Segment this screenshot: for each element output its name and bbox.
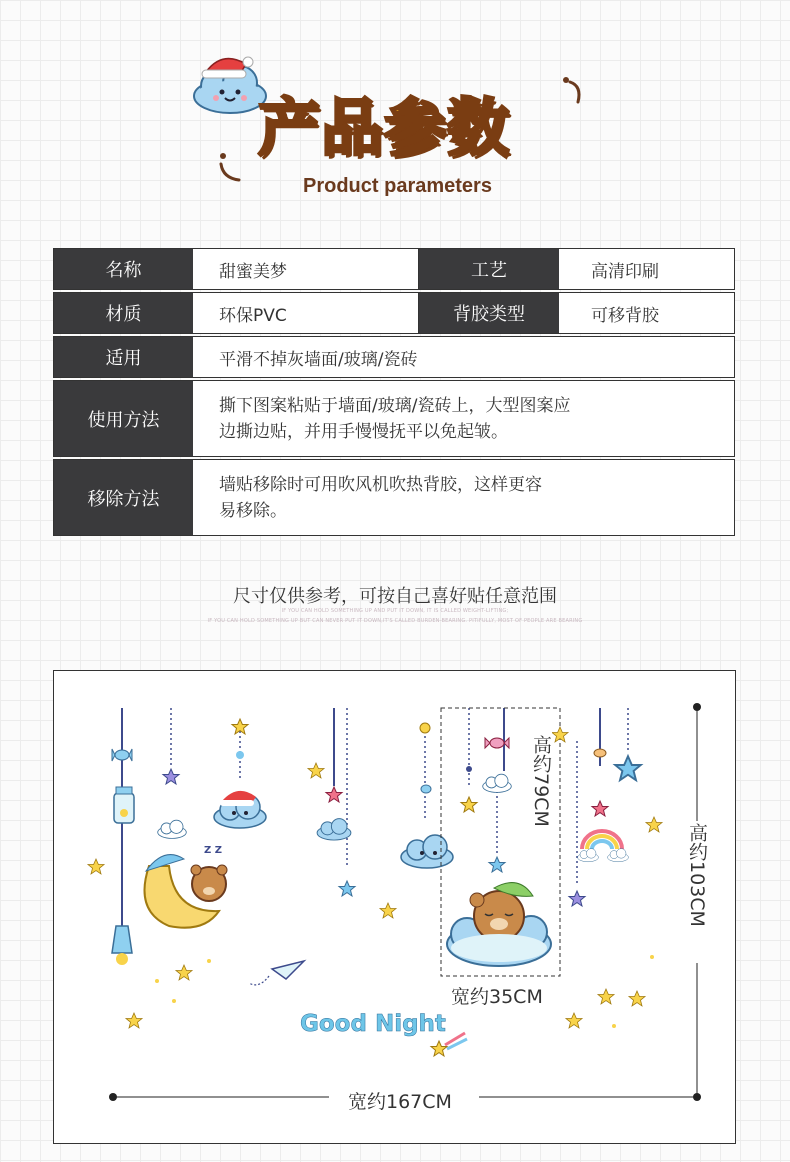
param-row-removal <box>53 459 735 536</box>
moon-bear-icon <box>145 855 228 928</box>
param-row-name-craft <box>53 248 735 290</box>
page-subtitle: Product parameters <box>303 175 492 197</box>
param-row-material-adhesive <box>53 292 735 334</box>
param-label-removal: 移除方法 <box>54 460 193 535</box>
removal-line-2: 易移除。 <box>219 500 287 521</box>
param-value-name: 甜蜜美梦 <box>219 261 287 282</box>
total-width-label: 宽约167CM <box>348 1087 452 1114</box>
lamp-icon <box>112 926 132 965</box>
size-notice: 尺寸仅供参考，可按自己喜好贴任意范围 <box>233 586 557 607</box>
inner-height-label: 高约79CM <box>530 735 552 827</box>
param-value-craft: 高清印刷 <box>591 261 659 282</box>
total-height-label: 高约103CM <box>684 823 711 927</box>
page-title: 产品参数 <box>258 91 511 164</box>
candy-icon-3 <box>594 749 606 757</box>
santa-cloud-small <box>214 791 266 828</box>
param-row-usage <box>53 380 735 457</box>
zzz-text: Z Z <box>204 845 222 856</box>
face-cloud-icon <box>401 835 453 868</box>
param-value-adhesive: 可移背胶 <box>591 305 659 326</box>
param-label-craft: 工艺 <box>419 249 559 289</box>
notice-tiny-line-1: IF YOU CAN HOLD SOMETHING UP AND PUT IT DOWN, IT IS CALLED WEIGHT-LIFTING; <box>281 608 509 614</box>
candy-pink-icon <box>485 738 509 748</box>
param-row-applicable <box>53 336 735 378</box>
small-cloud-1 <box>158 820 187 838</box>
deco-smile-left-icon <box>215 150 251 186</box>
paper-plane-icon <box>249 961 304 985</box>
param-label-adhesive: 背胶类型 <box>419 293 559 333</box>
param-label-name: 名称 <box>54 249 193 289</box>
param-value-material: 环保PVC <box>219 305 287 326</box>
param-label-usage: 使用方法 <box>54 381 193 456</box>
candy-icon-2 <box>421 785 431 793</box>
param-label-applicable: 适用 <box>54 337 193 377</box>
notice-tiny-line-2: IF YOU CAN HOLD SOMETHING UP BUT CAN NEVER PUT IT DOWN,IT'S CALLED BURDEN-BEARING. PITIFULLY, MOST OF PEOPLE ARE BEARING <box>207 618 583 624</box>
param-label-material: 材质 <box>54 293 193 333</box>
candy-icon <box>112 749 132 761</box>
good-night-text: Good Night <box>300 1011 446 1037</box>
preview-illustration <box>54 671 736 1144</box>
bear-cloud-icon <box>447 883 551 966</box>
inner-width-label: 宽约35CM <box>451 982 543 1009</box>
usage-line-2: 边撕边贴，并用手慢慢抚平以免起皱。 <box>219 421 508 442</box>
rainbow-icon <box>578 831 629 862</box>
product-preview <box>53 670 736 1144</box>
param-value-removal <box>193 460 734 535</box>
jar-icon <box>114 787 134 823</box>
usage-line-1: 撕下图案粘贴于墙面/玻璃/瓷砖上，大型图案应 <box>219 395 571 416</box>
param-value-applicable: 平滑不掉灰墙面/玻璃/瓷砖 <box>219 349 418 370</box>
param-value-usage <box>193 381 734 456</box>
deco-smile-right-icon <box>552 72 588 108</box>
small-cloud-2 <box>317 819 351 840</box>
removal-line-1: 墙贴移除时可用吹风机吹热背胶，这样更容 <box>219 474 542 495</box>
